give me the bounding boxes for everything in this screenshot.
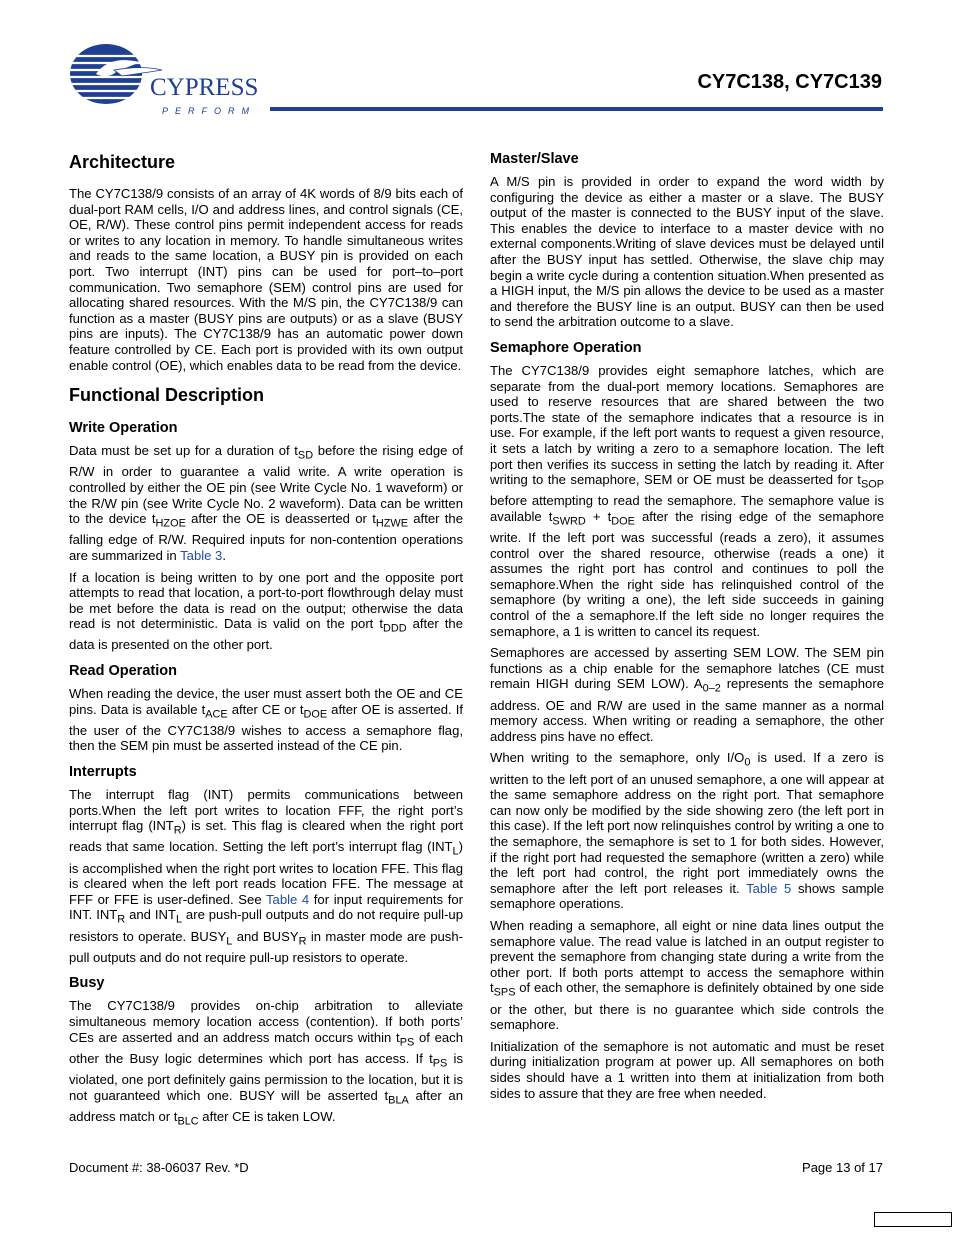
- table-4-link[interactable]: Table 4: [265, 891, 310, 907]
- architecture-heading: Architecture: [69, 152, 176, 172]
- master-slave-paragraph: A M/S pin is provided in order to expand the word width by configuring the device as either a master or a slave. The BUSY output of the master is connected to the BUSY input of the slave. This enables the device to interface to a master device with no external components.Writing of slave devices must be delayed until after the BUSY input has settled. Otherwise, the slave chip may begin a write cycle during a contention situation.When presented as a HIGH input, the M/S pin allows the device to be used as a master and therefore the BUSY line is an output. BUSY can then be used to send the arbitration outcome to a slave.: [490, 174, 884, 330]
- semaphore-operation-heading: Semaphore Operation: [490, 339, 642, 356]
- right-column: [490, 150, 884, 1107]
- cypress-logo: [66, 40, 266, 120]
- busy-heading: Busy: [69, 975, 105, 992]
- document-title: CY7C138, CY7C139: [697, 71, 882, 93]
- architecture-paragraph: The CY7C138/9 consists of an array of 4K words of 8/9 bits each of dual-port RAM cells, I/O and address lines, and control signals (CE, OE, R/W). These control pins permit independent access for reads or writes to any location in memory. To handle simultaneous writes and reads to the same location, a BUSY pin is provided on each port. Two interrupt (INT) pins can be used for port–to–port communication. Two semaphore (SEM) control pins are used for allocating shared resources. With the M/S pin, the CY7C138/9 can function as a master (BUSY pins are outputs) or as a slave (BUSY pins are inputs). The CY7C138/9 has an automatic power down feature controlled by CE. Each port is provided with its own output enable control (OE), which enables data to be read from the device.: [69, 186, 463, 373]
- semaphore-paragraph-3: When writing to the semaphore, only $I/O_0$ is used. If a zero is written to the left port of an unused semaphore, a one will appear at the same semaphore address on the right port. That semaphore can now only be modified by the side showing zero (the left port in this case). If the left port now relinquishes control by writing a one to the semaphore, the semaphore is set to 1 for both sides. However, if the right port had requested the semaphore (written a zero) while the left port had control, the right port immediately owns the semaphore after the left port releases it. Table 5 shows sample semaphore operations.: [490, 750, 884, 912]
- table-5-link[interactable]: Table 5: [746, 880, 792, 896]
- semaphore-paragraph-1: The CY7C138/9 provides eight semaphore latches, which are separate from the dual-port memory locations. Semaphores are used to reserve resources that are shared between the two ports.The state of the semaphore indicates that a resource is in use. For example, if the left port wants to request a given resource, it sets a latch by writing a zero to a semaphore location. The left port then verifies its success in setting the latch by reading it. After writing to the semaphore, SEM or OE must be deasserted for $t_{SOP}$ before attempting to read the semaphore. The semaphore value is available $t_{SWRD} + t_{DOE}$ after the rising edge of the semaphore write. If the left port was successful (reads a zero), it assumes control over the shared resource, otherwise (reads a one) it assumes the right port has control and continues to poll the semaphore.When the right side has relinquished control of the semaphore (by writing a one), the left side succeeds in gaining control of the a semaphore.If the left side no longer requires the semaphore, a 1 is written to cancel its request.: [490, 362, 884, 639]
- busy-paragraph: The CY7C138/9 provides on-chip arbitration to alleviate simultaneous memory location access (contention). If both ports’ CEs are asserted and an address match occurs within $t_{PS}$ of each other the Busy logic determines which port has access. If $t_{PS}$ is violated, one port definitely gains permission to the location, but it is not guaranteed which one. BUSY will be asserted $t_{BLA}$ after an address match or $t_{BLC}$ after CE is taken LOW.: [69, 998, 464, 1128]
- semaphore-paragraph-5: Initialization of the semaphore is not automatic and must be reset during initialization program at power up. All semaphores on both sides should have a 1 written into them at initialization from both sides to assure that they are free when needed.: [490, 1038, 884, 1101]
- interrupts-paragraph: The interrupt flag (INT) permits communications between ports.When the left port writes to location FFF, the right port’s interrupt flag $(INT_R)$ is set. This flag is cleared when the right port reads that same location. Setting the left port’s interrupt flag $(INT_L)$ is accomplished when the right port writes to location FFE. This flag is cleared when the left port reads location FFE. The message at FFF or FFE is user-defined. See Table 4 for input requirements for INT. $INT_R$ and $INT_L$ are push-pull outputs and do not require pull-up resistors to operate. $BUSY_L$ and $BUSY_R$ in master mode are push-pull outputs and do not require pull-up resistors to operate.: [69, 787, 464, 965]
- semaphore-paragraph-2: Semaphores are accessed by asserting SEM LOW. The SEM pin functions as a chip enable for the semaphore latches (CE must remain HIGH during SEM LOW). $A_{0-2}$ represents the semaphore address. OE and R/W are used in the same manner as a normal memory access. When writing or reading a semaphore, the other address pins have no effect.: [490, 645, 884, 744]
- semaphore-paragraph-4: When reading a semaphore, all eight or nine data lines output the semaphore value. The read value is latched in an output register to prevent the semaphore from changing state during a write from the other port. If both ports attempt to access the semaphore within $t_{SPS}$ of each other, the semaphore is definitely obtained by one side or the other, but there is no guarantee which side controls the semaphore.: [490, 917, 884, 1033]
- master-slave-heading: Master/Slave: [490, 151, 579, 167]
- document-number: Document #: 38-06037 Rev. *D: [69, 1160, 249, 1175]
- svg-text:CYPRESS: CYPRESS: [150, 74, 259, 101]
- interrupts-heading: Interrupts: [69, 764, 137, 781]
- table-3-link[interactable]: Table 3: [180, 547, 223, 563]
- page-number: Page 13 of 17: [802, 1160, 883, 1175]
- left-column: [69, 150, 463, 1136]
- svg-text:PERFORM: PERFORM: [162, 106, 256, 116]
- feedback-box[interactable]: [874, 1212, 952, 1227]
- write-operation-paragraph-2: If a location is being written to by one port and the opposite port attempts to read that location, a port-to-port flowthrough delay must be met before the data is read on the output; otherwise the data read is not deterministic. Data is valid on the port $t_{DDD}$ after the data is presented on the other port.: [69, 569, 463, 653]
- cypress-globe-icon: [66, 40, 266, 120]
- header-rule: [270, 107, 883, 111]
- write-operation-paragraph-1: Data must be set up for a duration of $t_{SD}$ before the rising edge of R/W in order to guarantee a valid write. A write operation is controlled by either the OE pin (see Write Cycle No. 1 waveform) or the R/W pin (see Write Cycle No. 2 waveform). Data can be written to the device $t_{HZOE}$ after the OE is deasserted or $t_{HZWE}$ after the falling edge of R/W. Required inputs for non-contention operations are summarized in Table 3.: [69, 443, 463, 563]
- write-operation-heading: Write Operation: [69, 420, 178, 437]
- functional-description-heading: Functional Description: [69, 385, 265, 406]
- read-operation-heading: Read Operation: [69, 663, 177, 680]
- read-operation-paragraph: When reading the device, the user must assert both the OE and CE pins. Data is available $t_{ACE}$ after CE or $t_{DOE}$ after OE is asserted. If the user of the CY7C138/9 wishes to access a semaphore flag, then the SEM pin must be asserted instead of the CE pin.: [69, 686, 463, 754]
